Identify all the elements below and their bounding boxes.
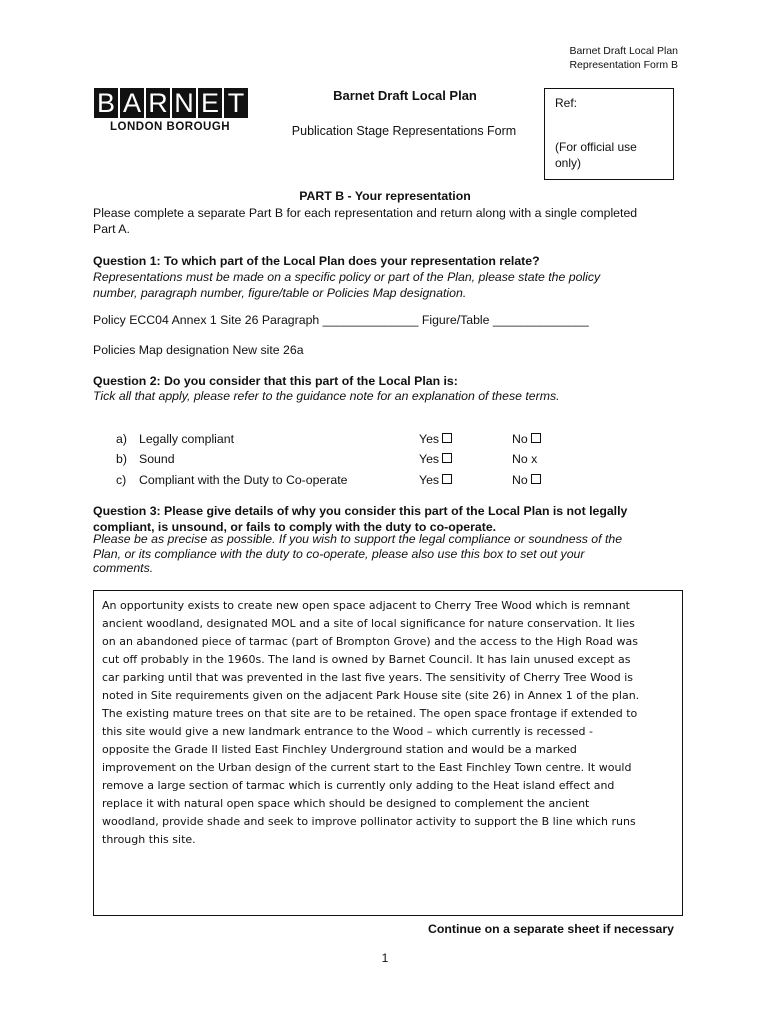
instruction-line: Please complete a separate Part B for each representation and return along with a single completed <box>93 206 638 220</box>
policy-reference-line: Policy ECC04 Annex 1 Site 26 Paragraph ______________ Figure/Table ______________ <box>93 313 589 327</box>
yes-option[interactable] <box>419 452 452 467</box>
answer-line: opposite the Grade II listed East Finchley Underground station and would be a marked <box>102 743 577 756</box>
instruction-line: Part A. <box>93 221 130 236</box>
question-line: compliant, is unsound, or fails to comply with the duty to co-operate. <box>93 519 497 534</box>
no-label: No <box>512 432 528 446</box>
guidance-line: comments. <box>93 561 154 575</box>
answer-line: ancient woodland, designated MOL and a site of local significance for nature conservation. It lies <box>102 617 635 630</box>
no-option[interactable] <box>512 473 541 488</box>
document-title: Barnet Draft Local Plan <box>333 88 477 103</box>
logo-letter: N <box>172 88 196 118</box>
no-checkbox[interactable] <box>531 433 541 443</box>
question-1-guidance <box>93 270 683 301</box>
no-label: No <box>512 473 528 487</box>
no-option[interactable] <box>512 432 541 447</box>
answer-line: replace it with natural open space which should be designed to complement the ancient <box>102 797 590 810</box>
official-use-line2: only) <box>555 156 582 170</box>
question-3-guidance <box>93 532 683 576</box>
answer-line: improvement on the Urban design of the current start to the East Finchley Town centre. It would <box>102 761 632 774</box>
answer-line: woodland, provide shade and seek to improve pollinator activity to support the B line which runs <box>102 815 636 828</box>
official-ref-box <box>544 88 674 180</box>
question-line: Question 3: Please give details of why you consider this part of the Local Plan is not legally <box>93 504 628 518</box>
logo-letter: T <box>224 88 248 118</box>
logo-subtitle: LONDON BOROUGH <box>110 121 231 133</box>
answer-line: remove a large section of tarmac which is currently only adding to the Heat island effect and <box>102 779 615 792</box>
answer-line: through this site. <box>102 833 196 846</box>
answer-line: cut off probably in the 1960s. The land is owned by Barnet Council. It has lain unused except as <box>102 653 631 666</box>
yes-label: Yes <box>419 432 440 446</box>
policies-map-line: Policies Map designation New site 26a <box>93 343 304 357</box>
answer-line: this site would give a new landmark entrance to the Wood – which currently is recessed - <box>102 725 594 738</box>
representation-answer-box[interactable] <box>93 590 683 916</box>
continue-note: Continue on a separate sheet if necessary <box>427 922 674 936</box>
yes-checkbox[interactable] <box>442 433 452 443</box>
page-number: 1 <box>381 951 389 965</box>
answer-line: noted in Site requirements given on the adjacent Park House site (site 26) in Annex 1 of the plan. <box>102 689 640 702</box>
yes-label: Yes <box>419 473 440 487</box>
no-option-marked[interactable]: No x <box>512 452 538 466</box>
ref-label: Ref: <box>555 96 578 110</box>
guidance-line: Please be as precise as possible. If you wish to support the legal compliance or soundness of the <box>93 532 623 546</box>
question-2: Question 2: Do you consider that this part of the Local Plan is: <box>93 374 458 388</box>
header-form-name: Representation Form B <box>569 59 678 71</box>
answer-line: on an abandoned piece of tarmac (part of Brompton Grove) and the access to the High Road was <box>102 635 638 648</box>
form-reference-header <box>569 44 678 72</box>
yes-label: Yes <box>419 452 440 466</box>
row-label: Legally compliant <box>139 432 235 446</box>
logo-letter: R <box>146 88 170 118</box>
document-subtitle: Publication Stage Representations Form <box>291 124 517 138</box>
answer-line: An opportunity exists to create new open space adjacent to Cherry Tree Wood which is remnant <box>102 599 630 612</box>
guidance-line: Plan, or its compliance with the duty to co-operate, please also use this box to set out your <box>93 546 585 561</box>
logo-letters <box>94 88 250 118</box>
answer-line: The existing mature trees on that site are to be retained. The open space frontage if extended to <box>102 707 638 720</box>
row-label: Sound <box>139 452 175 466</box>
yes-option[interactable] <box>419 473 452 488</box>
yes-checkbox[interactable] <box>442 474 452 484</box>
yes-checkbox[interactable] <box>442 453 452 463</box>
question-1: Question 1: To which part of the Local Plan does your representation relate? <box>93 254 540 268</box>
logo-letter: B <box>94 88 118 118</box>
row-letter: c) <box>116 473 127 487</box>
no-checkbox[interactable] <box>531 474 541 484</box>
question-3 <box>93 504 683 535</box>
part-b-instructions <box>93 206 683 237</box>
header-plan-name: Barnet Draft Local Plan <box>569 45 678 57</box>
row-letter: b) <box>116 452 127 466</box>
guidance-line: number, paragraph number, figure/table or Policies Map designation. <box>93 285 467 300</box>
row-letter: a) <box>116 432 127 446</box>
logo-letter: A <box>120 88 144 118</box>
guidance-line: Representations must be made on a specific policy or part of the Plan, please state the policy <box>93 270 601 284</box>
part-b-heading: PART B - Your representation <box>299 189 471 203</box>
answer-line: car parking until that was prevented in the last five years. The sensitivity of Cherry Tree Wood is <box>102 671 634 684</box>
official-use-line1: (For official use <box>555 140 637 154</box>
barnet-logo <box>94 88 250 133</box>
logo-letter: E <box>198 88 222 118</box>
yes-option[interactable] <box>419 432 452 447</box>
question-2-guidance: Tick all that apply, please refer to the guidance note for an explanation of these terms. <box>93 389 560 403</box>
row-label: Compliant with the Duty to Co-operate <box>139 473 348 487</box>
